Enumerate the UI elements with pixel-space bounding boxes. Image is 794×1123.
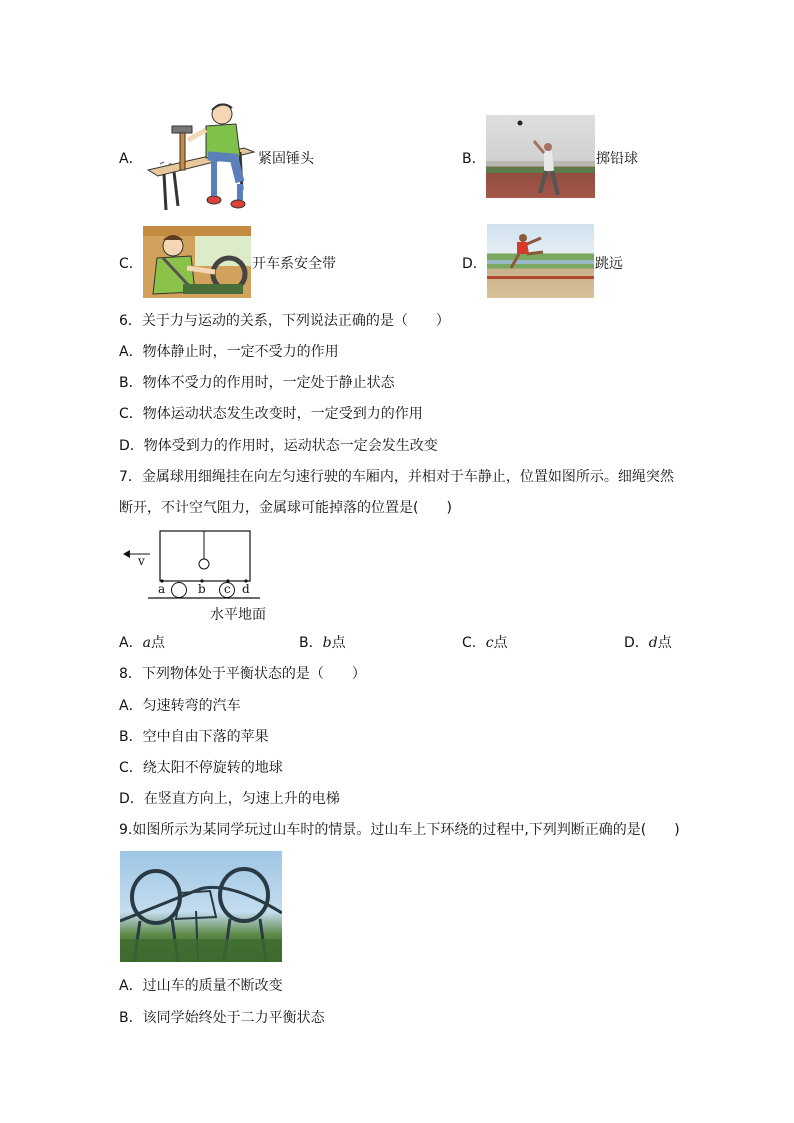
- q6-option-c: C．物体运动状态发生改变时，一定受到力的作用: [119, 406, 423, 422]
- q6-option-b: B．物体不受力的作用时，一定处于静止状态: [119, 375, 395, 391]
- q8-stem: 8．下列物体处于平衡状态的是（ ）: [119, 666, 366, 682]
- option-letter: D．: [462, 256, 487, 272]
- point-label-d: d: [242, 582, 250, 596]
- seatbelt-illustration: [143, 226, 251, 298]
- figure-caption: 水平地面: [210, 607, 266, 623]
- q7-option-c: C．c点: [462, 635, 508, 651]
- q6-stem: 6．关于力与运动的关系，下列说法正确的是（ ）: [119, 313, 450, 329]
- q8-option-a: A．匀速转弯的汽车: [119, 698, 241, 714]
- q7-figure: [118, 528, 278, 628]
- q8-option-b: B．空中自由下落的苹果: [119, 729, 269, 745]
- q7-stem-line1: 7．金属球用细绳挂在向左匀速行驶的车厢内，并相对于车静止，位置如图所示。细绳突然: [119, 469, 674, 485]
- q9-stem: 9.如图所示为某同学玩过山车时的情景。过山车上下环绕的过程中,下列判断正确的是( ): [119, 822, 680, 838]
- option-text: 紧固锤头: [258, 151, 314, 167]
- q7-option-a: A．a点: [119, 635, 165, 651]
- q7-option-d: D．d点: [624, 635, 672, 651]
- q8-option-d: D．在竖直方向上，匀速上升的电梯: [119, 791, 340, 807]
- point-label-c: c: [224, 582, 231, 596]
- velocity-label: v: [138, 554, 145, 568]
- q7-stem-line2: 断开，不计空气阻力，金属球可能掉落的位置是( ): [119, 500, 452, 516]
- long-jump-photo: [487, 224, 594, 298]
- option-text: 跳远: [595, 256, 623, 272]
- point-label-b: b: [198, 582, 206, 596]
- option-letter: A．: [119, 151, 143, 167]
- point-label-a: a: [158, 582, 166, 596]
- option-letter: C．: [119, 256, 143, 272]
- q9-option-b: B．该同学始终处于二力平衡状态: [119, 1010, 325, 1026]
- q9-option-a: A．过山车的质量不断改变: [119, 978, 283, 994]
- q6-option-d: D．物体受到力的作用时，运动状态一定会发生改变: [119, 438, 438, 454]
- roller-coaster-photo: [120, 851, 282, 962]
- option-text: 开车系安全带: [252, 256, 336, 272]
- shot-put-photo: [486, 115, 595, 198]
- option-letter: B．: [462, 151, 486, 167]
- q6-option-a: A．物体静止时，一定不受力的作用: [119, 344, 339, 360]
- q8-option-c: C．绕太阳不停旋转的地球: [119, 760, 283, 776]
- q7-option-b: B．b点: [299, 635, 346, 651]
- option-text: 掷铅球: [596, 151, 638, 167]
- hammer-illustration: [144, 100, 258, 212]
